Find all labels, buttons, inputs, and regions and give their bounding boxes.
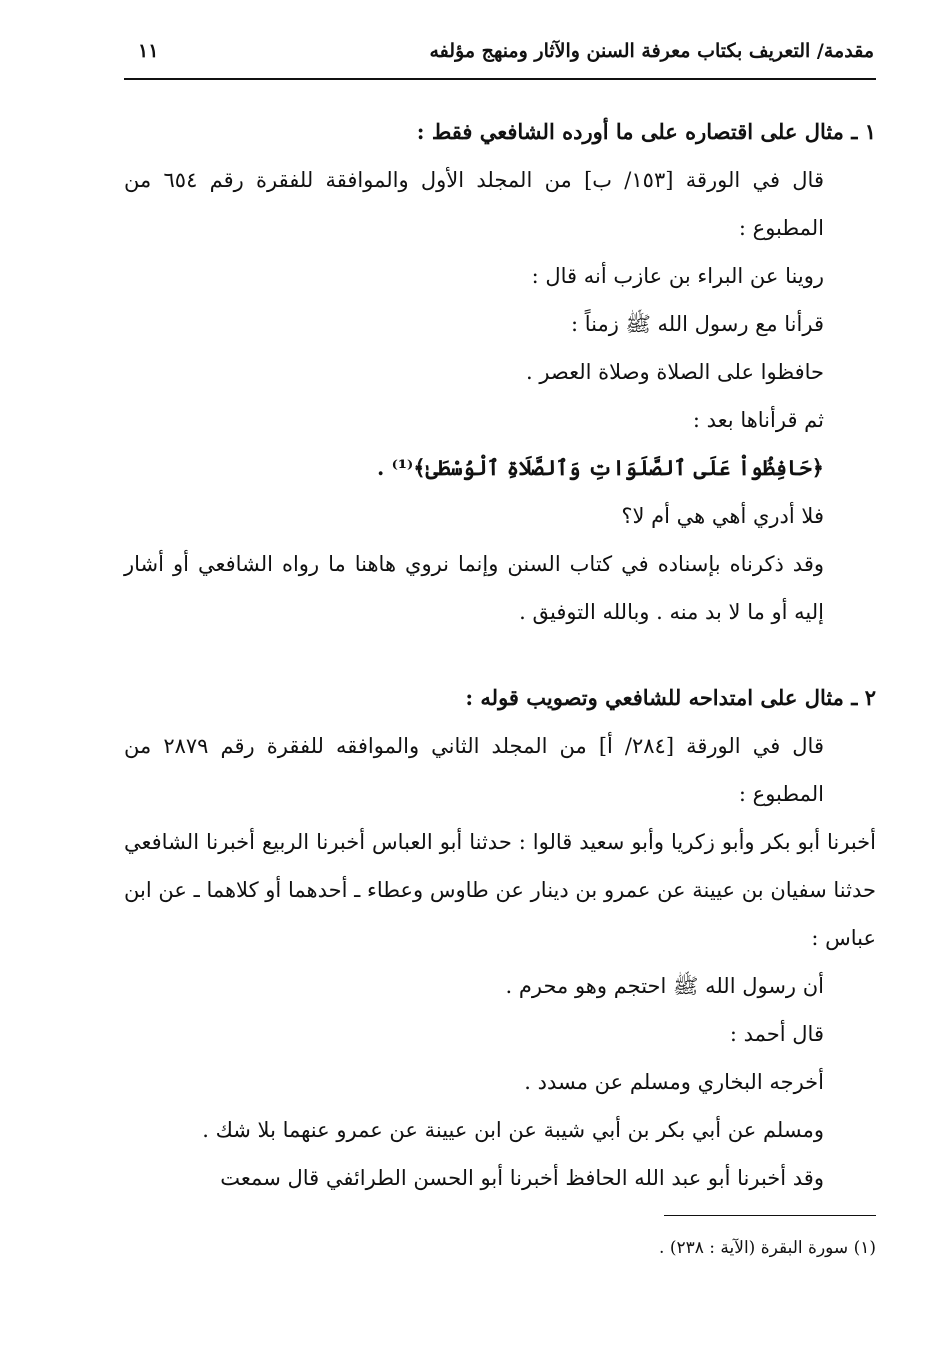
section-spacer xyxy=(124,636,876,674)
section-1-line: حافظوا على الصلاة وصلاة العصر . xyxy=(525,360,824,384)
section-1-line: قرأنا مع رسول الله ﷺ زمناً : xyxy=(570,312,824,336)
header-title: مقدمة/ التعريف بكتاب معرفة السنن والآثار ومنهج مؤلفه xyxy=(429,40,874,62)
page-number: ١١ xyxy=(138,40,159,62)
running-header xyxy=(124,34,876,74)
section-1-closing: وقد ذكرناه بإسناده في كتاب السنن وإنما نروي هاهنا ما رواه الشافعي أو أشار إليه أو ما لا بد منه . وبالله التوفيق . xyxy=(124,552,824,624)
footnote-divider xyxy=(664,1215,876,1216)
section-1-intro: قال في الورقة [١٥٣/ ب] من المجلد الأول والموافقة للفقرة رقم ٦٥٤ من المطبوع : xyxy=(124,168,824,240)
section-1-question: فلا أدري أهي هي أم لا؟ xyxy=(621,504,824,528)
section-2-line: أخرجه البخاري ومسلم عن مسدد . xyxy=(524,1070,824,1094)
section-1-heading: ١ ـ مثال على اقتصاره على ما أورده الشافعي فقط : xyxy=(416,119,876,144)
main-text xyxy=(124,108,876,1202)
footnote: (١) سورة البقرة (الآية : ٢٣٨) . xyxy=(659,1238,876,1258)
section-2-line: ومسلم عن أبي بكر بن أبي شيبة عن ابن عيينة عن عمرو عنهما بلا شك . xyxy=(202,1118,824,1142)
section-2-last-line: وقد أخبرنا أبو عبد الله الحافظ أخبرنا أبو الحسن الطرائفي قال سمعت xyxy=(220,1166,824,1190)
quran-verse: ﴿حَافِظُواْ عَلَى ٱلصَّلَوَاتِ وَٱلصَّلَاةِ ٱلْوُسْطَىٰ﴾⁽¹⁾ . xyxy=(376,455,824,480)
section-2-isnad: أخبرنا أبو بكر وأبو زكريا وأبو سعيد قالوا : حدثنا أبو العباس أخبرنا الربيع أخبرنا الشافعي حدثنا سفيان بن عيينة عن عمرو بن دينار عن طاوس وعطاء ـ أحدهما أو كلاهما ـ عن ابن عباس : xyxy=(124,830,876,950)
section-2-line: قال أحمد : xyxy=(729,1022,824,1046)
header-divider xyxy=(124,78,876,80)
section-2-intro: قال في الورقة [٢٨٤/ أ] من المجلد الثاني والموافقه للفقرة رقم ٢٨٧٩ من المطبوع : xyxy=(124,734,824,806)
section-2-heading: ٢ ـ مثال على امتداحه للشافعي وتصويب قوله : xyxy=(465,685,876,710)
section-2-line: أن رسول الله ﷺ احتجم وهو محرم . xyxy=(505,974,824,998)
section-1-line: ثم قرأناها بعد : xyxy=(692,408,824,432)
section-1-line: روينا عن البراء بن عازب أنه قال : xyxy=(531,264,824,288)
